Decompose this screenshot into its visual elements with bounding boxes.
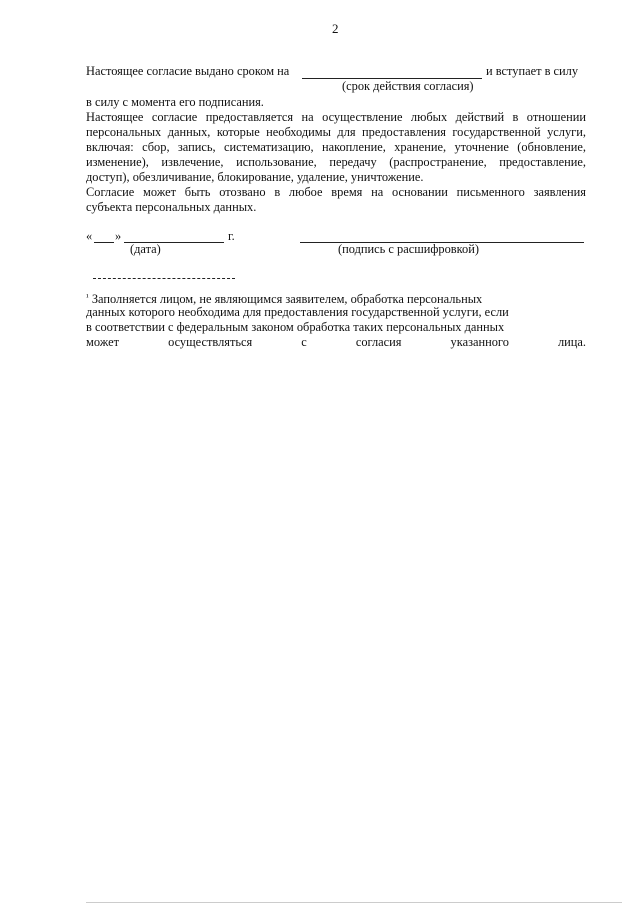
body-line-3: персональных данных, которые необходимы для предоставления государственной услуги, [86, 125, 586, 139]
body-line-8: субъекта персональных данных. [86, 200, 257, 214]
term-caption: (срок действия согласия) [342, 79, 474, 93]
body-line-5: изменение), извлечение, использование, передачу (распространение, предоставление, [86, 155, 586, 169]
body-line-6: доступ), обезличивание, блокирование, удаление, уничтожение. [86, 170, 424, 184]
footnote-marker: ¹ [86, 292, 89, 302]
date-day-blank [94, 242, 114, 243]
date-open-quote: « [86, 229, 93, 243]
page-bottom-edge [86, 902, 622, 903]
date-close-quote: » [115, 229, 122, 243]
body-line-4: включая: сбор, запись, систематизацию, накопление, хранение, уточнение (обновление, [86, 140, 586, 154]
footnote-line-4: может осуществляться с согласия указанного лица. [86, 335, 586, 349]
term-trail-text: и вступает в силу [486, 64, 579, 78]
footnote-separator [93, 278, 235, 279]
footnote-line-2: данных которого необходима для предоставления государственной услуги, если [86, 305, 509, 319]
footnote-text-1: Заполняется лицом, не являющимся заявителем, обработка персональных [91, 292, 483, 306]
body-line-1: в силу с момента его подписания. [86, 95, 264, 109]
body-line-7: Согласие может быть отозвано в любое время на основании письменного заявления [86, 185, 586, 199]
footnote-line-3: в соответствии с федеральным законом обработка таких персональных данных [86, 320, 505, 334]
date-caption: (дата) [130, 242, 161, 256]
signature-caption: (подпись с расшифровкой) [338, 242, 479, 256]
term-lead-text: Настоящее согласие выдано сроком на [86, 64, 290, 78]
page-number: 2 [332, 21, 339, 36]
body-line-2: Настоящее согласие предоставляется на осуществление любых действий в отношении [86, 110, 586, 124]
date-year-suffix: г. [228, 229, 235, 243]
